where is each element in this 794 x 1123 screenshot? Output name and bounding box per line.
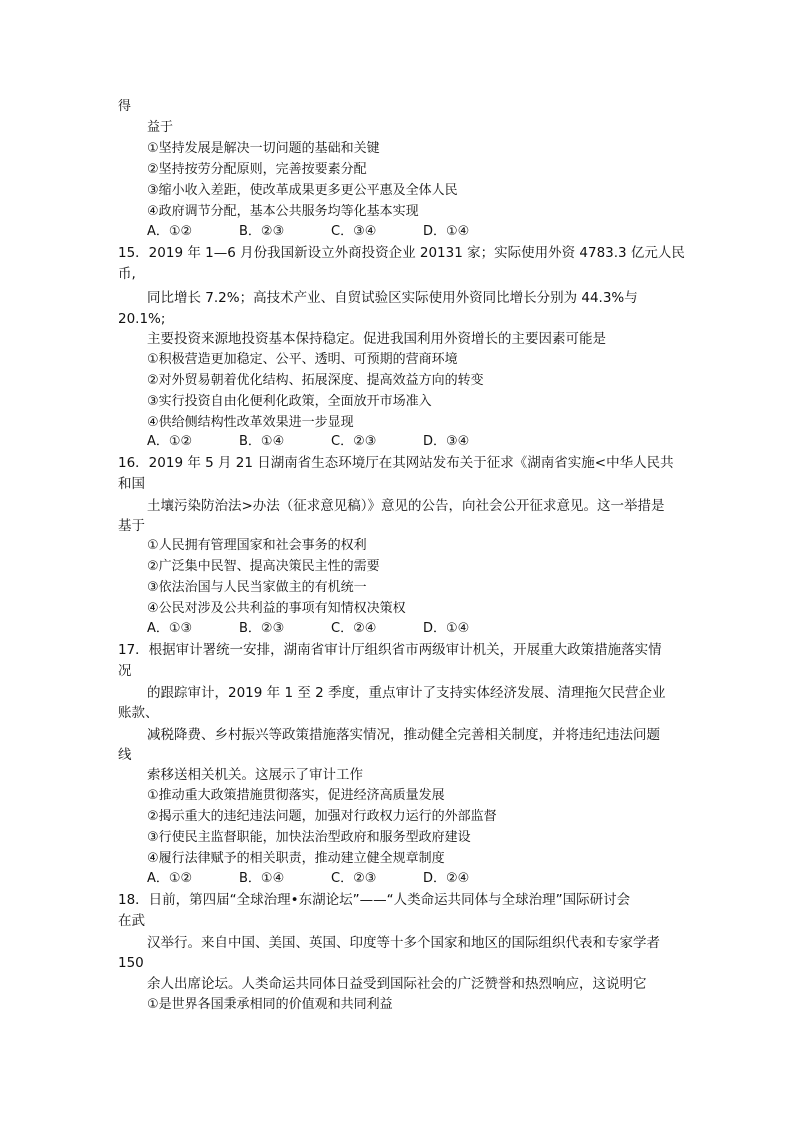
question-17-stem-line: 减税降费、乡村振兴等政策措施落实情况，推动健全完善相关制度，并将违纪违法问题 [147,727,660,743]
option-d: D．③④ [423,434,470,449]
question-18-item-1: ①是世界各国秉承相同的价值观和共同利益 [147,997,393,1012]
question-15-item-4: ④供给侧结构性改革效果进一步显现 [147,415,354,430]
question-15-stem-line: 同比增长 7.2%；高技术产业、自贸试验区实际使用外资同比增长分别为 44.3%与 [147,290,638,306]
question-14-text-line: 益于 [147,120,174,135]
question-16-stem-line: 土壤污染防治法>办法（征求意见稿）》意见的公告，向社会公开征求意见。这一举措是 [147,498,665,514]
question-18-stem-line: 150 [118,955,144,971]
option-c: C．②④ [331,621,377,636]
question-18-stem-line: 在武 [118,913,145,929]
question-16-stem-line: 16．2019 年 5 月 21 日湖南省生态环境厅在其网站发布关于征求《湖南省实施<中华人民共 [118,455,674,471]
option-c: C．②③ [331,434,377,449]
question-17-item-2: ②揭示重大的违纪违法问题，加强对行政权力运行的外部监督 [147,809,497,824]
question-18-stem-line: 余人出席论坛。人类命运共同体日益受到国际社会的广泛赞誉和热烈响应，这说明它 [147,976,647,992]
question-18-stem-line: 18．日前，第四届“全球治理•东湖论坛”——“人类命运共同体与全球治理”国际研讨会 [118,892,631,908]
question-17-stem-line: 线 [118,747,132,763]
question-18-stem-line: 汉举行。来自中国、美国、英国、印度等十多个国家和地区的国际组织代表和专家学者 [147,935,660,951]
question-17-stem-line: 的跟踪审计，2019 年 1 至 2 季度，重点审计了支持实体经济发展、清理拖欠民营企业 [147,685,666,701]
option-d: D．②④ [423,871,470,886]
question-16-item-2: ②广泛集中民智、提高决策民主性的需要 [147,559,380,574]
question-17-item-1: ①推动重大政策措施贯彻落实，促进经济高质量发展 [147,788,445,803]
option-a: A．①② [147,871,193,886]
option-c: C．②③ [331,871,377,886]
question-15-stem-line: 币, [118,266,136,282]
question-17-stem-line: 账款、 [118,705,159,721]
question-15-item-2: ②对外贸易朝着优化结构、拓展深度、提高效益方向的转变 [147,373,484,388]
question-16-item-1: ①人民拥有管理国家和社会事务的权利 [147,538,367,553]
question-16-stem-line: 和国 [118,476,145,492]
option-b: B．②③ [239,621,285,636]
question-17-stem-line: 况 [118,663,132,679]
question-17-item-4: ④履行法律赋予的相关职责，推动建立健全规章制度 [147,851,445,866]
question-17-stem-line: 索移送相关机关。这展示了审计工作 [147,767,363,783]
option-b: B．②③ [239,224,285,239]
question-17-stem-line: 17．根据审计署统一安排，湖南省审计厅组织省市两级审计机关，开展重大政策措施落实情 [118,642,662,658]
option-a: A．①② [147,434,193,449]
question-14-item-1: ①坚持发展是解决一切问题的基础和关键 [147,141,380,156]
question-14-item-4: ④政府调节分配，基本公共服务均等化基本实现 [147,204,419,219]
option-c: C．③④ [331,224,377,239]
question-14-item-2: ②坚持按劳分配原则，完善按要素分配 [147,162,367,177]
question-15-stem-line: 主要投资来源地投资基本保持稳定。促进我国利用外资增长的主要因素可能是 [147,331,606,347]
option-d: D．①④ [423,621,470,636]
option-b: B．①④ [239,434,285,449]
question-14-item-3: ③缩小收入差距，使改革成果更多更公平惠及全体人民 [147,183,458,198]
question-16-stem-line: 基于 [118,518,145,534]
question-15-item-1: ①积极营造更加稳定、公平、透明、可预期的营商环境 [147,352,458,367]
option-a: A．①③ [147,621,193,636]
option-d: D．①④ [423,224,470,239]
question-15-stem-line: 15．2019 年 1—6 月份我国新设立外商投资企业 20131 家；实际使用外资 4783.3 亿元人民 [118,245,685,261]
option-a: A．①② [147,224,193,239]
question-15-stem-line: 20.1%; [118,311,166,327]
question-17-item-3: ③行使民主监督职能，加快法治型政府和服务型政府建设 [147,830,471,845]
question-14-text-line: 得 [118,99,132,114]
option-b: B．①④ [239,871,285,886]
question-16-item-3: ③依法治国与人民当家做主的有机统一 [147,580,367,595]
question-16-item-4: ④公民对涉及公共利益的事项有知情权决策权 [147,601,406,616]
question-15-item-3: ③实行投资自由化便利化政策，全面放开市场准入 [147,394,432,409]
